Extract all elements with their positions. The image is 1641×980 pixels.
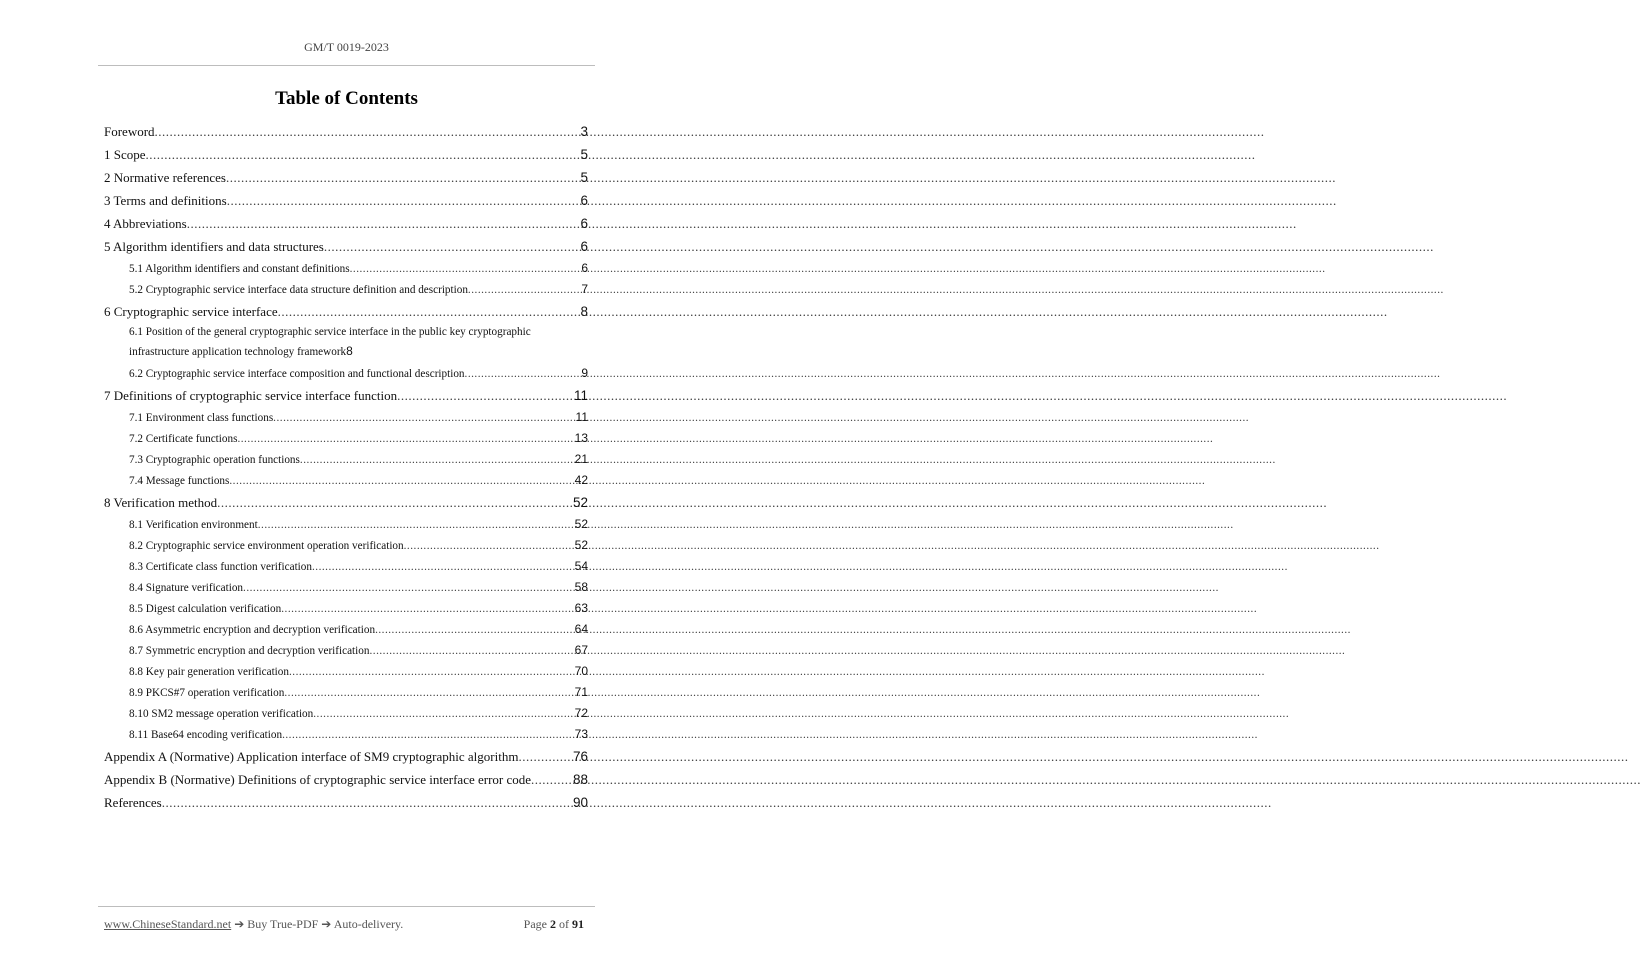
current-page: 2 [550,917,556,931]
arrow-right-icon: ➔ [321,917,332,931]
toc-entry-section-8[interactable]: 8 Verification method ..... 52 [104,491,588,514]
toc-entry-appendix-a[interactable]: Appendix A (Normative) Application interface of SM9 cryptographic algorithm ..... 76 [104,745,588,768]
footer-divider [98,906,595,907]
toc-entry-7-4[interactable]: 7.4 Message functions ..... 42 [104,470,588,491]
page-header-standard-code: GM/T 0019-2023 [304,40,389,54]
footer-delivery-text: Auto-delivery. [333,917,404,931]
toc-entry-abbreviations[interactable]: 4 Abbreviations ..... 6 [104,212,588,235]
toc-entry-8-9[interactable]: 8.9 PKCS#7 operation verification ..... 71 [104,682,588,703]
toc-entry-8-3[interactable]: 8.3 Certificate class function verification ..... 54 [104,556,588,577]
total-pages: 91 [572,917,584,931]
toc-entry-6-1[interactable]: 6.1 Position of the general cryptographic service interface in the public key cryptographic infrastructure application technology framework 8 [129,326,531,358]
footer-site-link[interactable]: www.ChineseStandard.net [104,917,232,931]
footer-promo [104,917,403,932]
header-divider [98,65,595,66]
toc-entry-5-2[interactable]: 5.2 Cryptographic service interface data structure definition and description ..... 7 [104,279,588,300]
toc-entry-7-2[interactable]: 7.2 Certificate functions ..... 13 [104,428,588,449]
toc-entry-terms-definitions[interactable]: 3 Terms and definitions ..... 6 [104,189,588,212]
toc-entry-8-1[interactable]: 8.1 Verification environment ..... 52 [104,514,588,535]
arrow-right-icon: ➔ [234,917,245,931]
toc-entry-references[interactable]: References ..... 90 [104,791,588,814]
toc-entry-8-11[interactable]: 8.11 Base64 encoding verification ..... 73 [104,724,588,745]
toc-entry-section-6[interactable]: 6 Cryptographic service interface ..... 8 [104,300,588,323]
toc-entry-7-3[interactable]: 7.3 Cryptographic operation functions ..... 21 [104,449,588,470]
toc-entry-6-2[interactable]: 6.2 Cryptographic service interface composition and functional description ..... 9 [104,363,588,384]
toc-entry-5-1[interactable]: 5.1 Algorithm identifiers and constant definitions ..... 6 [104,258,588,279]
page-footer [104,917,584,932]
toc-entry-appendix-b[interactable]: Appendix B (Normative) Definitions of cryptographic service interface error code ..... 88 [104,768,588,791]
toc-entry-8-5[interactable]: 8.5 Digest calculation verification ..... 63 [104,598,588,619]
toc-entry-8-10[interactable]: 8.10 SM2 message operation verification ..... 72 [104,703,588,724]
footer-buy-text: Buy True-PDF [247,917,319,931]
toc-entry-section-5[interactable]: 5 Algorithm identifiers and data structures ..... 6 [104,235,588,258]
toc-entry-scope[interactable]: 1 Scope ..... 5 [104,143,588,166]
page-title: Table of Contents [275,88,418,109]
footer-page-number: Page 2 of 91 [523,917,584,931]
toc-entry-7-1[interactable]: 7.1 Environment class functions ..... 11 [104,407,588,428]
toc-entry-normative-references[interactable]: 2 Normative references ..... 5 [104,166,588,189]
toc-entry-section-7[interactable]: 7 Definitions of cryptographic service interface function ..... 11 [104,384,588,407]
toc-entry-8-2[interactable]: 8.2 Cryptographic service environment operation verification ..... 52 [104,535,588,556]
toc-entry-foreword[interactable]: Foreword ..... 3 [104,120,588,143]
toc-entry-8-7[interactable]: 8.7 Symmetric encryption and decryption verification ..... 67 [104,640,588,661]
toc-entry-8-6[interactable]: 8.6 Asymmetric encryption and decryption verification ..... 64 [104,619,588,640]
toc-entry-8-8[interactable]: 8.8 Key pair generation verification ..... 70 [104,661,588,682]
toc-entry-8-4[interactable]: 8.4 Signature verification ..... 58 [104,577,588,598]
table-of-contents [104,120,588,814]
